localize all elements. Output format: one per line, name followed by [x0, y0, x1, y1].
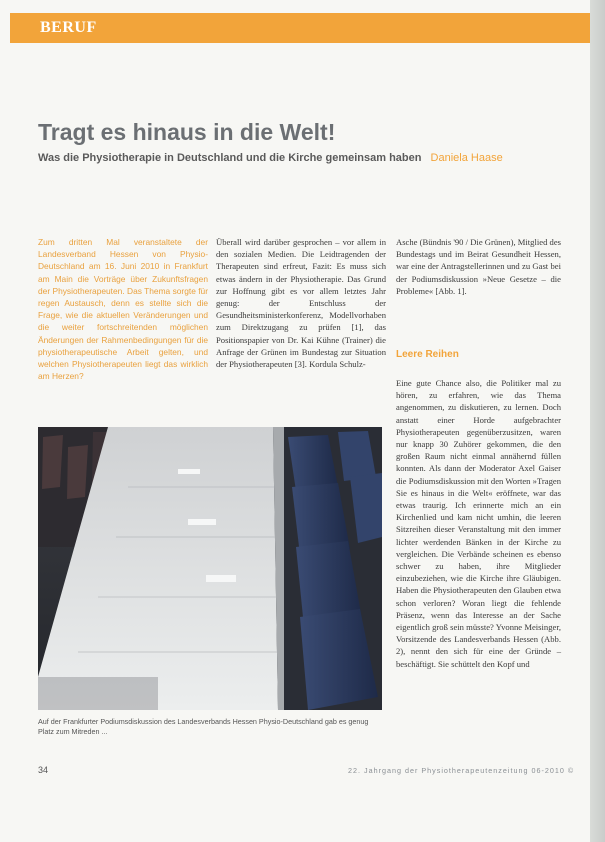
conference-room-photo: [38, 427, 382, 710]
body-column-3-top: Asche (Bündnis '90 / Die Grünen), Mitglied des Bundestags und im Beirat Gesundheit Hessen, war eine der Antragstellerinnen und zu Gast bei der Podiumsdiskussion »Neue Gesetze – die Probleme« [Abb. 1].: [396, 237, 561, 296]
lead-paragraph: Zum dritten Mal veranstaltete der Landesverband Hessen von Physio-Deutschland am 16. Juni 2010 in Frankfurt am Main die Vorträge über Zukunftsfragen der Physiotherapeuten. Das Thema sorgte für regen Austausch, denn es stellte sich die Frage, wie die aktuellen Veränderungen und die weiter fortschreitenden möglichen Änderungen der Rahmenbedingungen für die physiotherapeutische Arbeit gelten, und welchen Physiotherapeuten liegt das wirklich am Herzen?: [38, 237, 208, 382]
section-subhead: Leere Reihen: [396, 349, 459, 360]
section-label: BERUF: [40, 19, 97, 36]
body-column-2: Überall wird darüber gesprochen – vor allem in den sozialen Medien. Die Leidtragenden der Therapeuten sind erfreut, Fazit: Es muss sich etwas ändern in der Physiotherapie. Das Grund zur Hoffnung gibt es vor allem letztes Jahr genug: der Entschluss der Gesundheitsministerkonferenz, Modellvorhaben zum Direktzugang zu prüfen [1], das Positionspapier von Dr. Kai Kühne (Trainer) die Anfrage der Grünen im Bundestag zur Situation der Physiotherapeuten [3]. Kordula Schulz-: [216, 237, 386, 370]
publication-footer: 22. Jahrgang der Physiotherapeutenzeitung 06-2010 ©: [348, 766, 575, 775]
page-number: 34: [38, 765, 49, 775]
section-banner: [10, 13, 590, 43]
subtitle-text: Was die Physiotherapie in Deutschland und die Kirche gemeinsam haben: [38, 152, 422, 164]
photo-illustration: [38, 427, 382, 710]
body-column-3-bottom: Eine gute Chance also, die Politiker mal zu hören, zu erfahren, wie das Thema angenommen, zu diskutieren, zu lernen. Doch anstatt einer Horde aufgebrachter Physiotherapeuten gegenüberzusitzen, waren nur knapp 30 Zuhörer gekommen, die den großen Raum nicht einmal annähernd füllen konnten. Als dann der Moderator Axel Gaiser die Podiumsdiskussion mit den Worten »Tragen Sie es hinaus in die Welt« eröffnete, war das etwas traurig. Ich erinnerte mich an ein Kirchenlied und kam nicht umhin, die leeren Sitzreihen dieser Veranstaltung mit den immer lichter werdenden Bänken in der Kirche zu vergleichen. Die Verbände scheinen es ebenso schwer zu haben, ihre Mitglieder einzubeziehen, wie die Kirche ihre Gläubigen. Haben die Physiotherapeuten den Glauben etwa schon verloren? Woran liegt die fehlende Präsenz, wenn das Interesse an der Sache eigentlich groß sein müsste? Yvonne Meisinger, Vorsitzende des Landesverbands Hessen (Abb. 2), nennt den sich für eine der Gründe – beschäftigt. Sie schüttelt den Kopf und: [396, 378, 561, 669]
article-title: Tragt es hinaus in die Welt!: [38, 119, 336, 145]
page-edge: [590, 0, 605, 842]
article-subtitle: [38, 152, 503, 164]
photo-caption: Auf der Frankfurter Podiumsdiskussion des Landesverbands Hessen Physio-Deutschland gab es genug Platz zum Mitreden ...: [38, 717, 369, 736]
author-name: Daniela Haase: [430, 152, 503, 164]
